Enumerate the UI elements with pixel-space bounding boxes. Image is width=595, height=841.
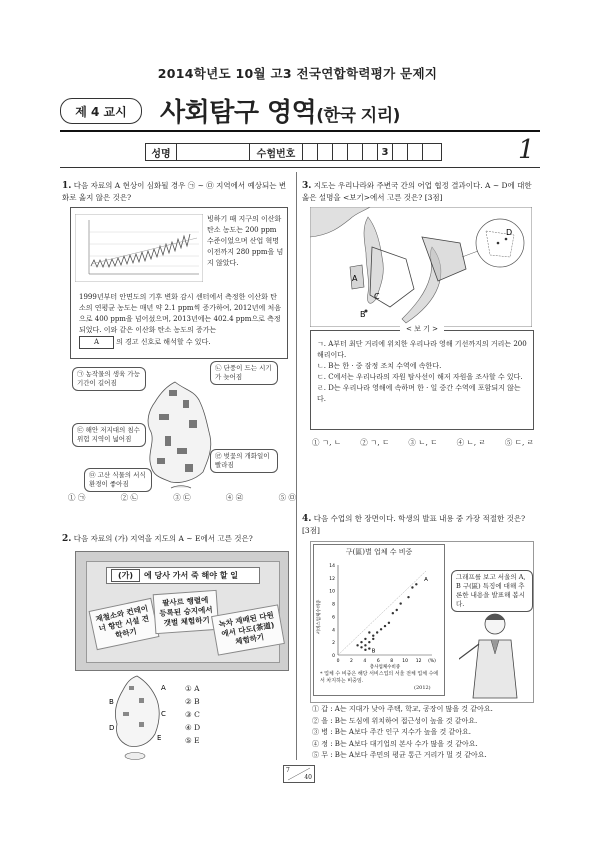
q3-map-label-c: C [374,292,380,301]
q1-side-text: 빙하기 때 지구의 이산화 탄소 농도는 200 ppm 수준이었으며 산업 혁명 이전까지 280 ppm을 넘지 않았다. [207,215,284,267]
exam-no-cell[interactable] [363,144,378,160]
q1-callout-4: ㉣ 벚꽃의 개화일이 빨라짐 [210,449,278,473]
y-tick-label: 10 [329,589,335,595]
q4-number: 4. [302,514,312,524]
q2-map-label-b: B [109,698,114,706]
exam-no-cell[interactable] [408,144,423,160]
x-tick-label: 10 [402,659,409,664]
scatter-point [372,635,374,637]
q1-blank-a: A [79,336,114,349]
q3-bogi-item-4: ㄹ. D는 우리나라 영해에 속하며 한 · 일 중간 수역에 포함되지 않는다. [317,384,521,403]
x-tick-label: 6 [376,659,380,664]
scatter-point [364,644,366,646]
page-number: 1 [518,135,535,165]
scatter-point [364,649,366,651]
q1-choice-5[interactable]: ⑤ ㉤ [278,493,296,502]
q4-scatter-chart [314,557,444,669]
q3-choice-4[interactable]: ④ ㄴ, ㄹ [456,438,486,447]
scatter-point [407,596,409,598]
scatter-point [392,612,394,614]
q2-choices [185,682,200,747]
q3-bogi-item-3: ㄷ. C에서는 우리나라의 자원 탐사선이 해저 자원을 조사할 수 있다. [317,373,523,381]
scatter-point [415,583,417,585]
q1-callout-1: ㉠ 농작물의 생육 가능 기간이 길어짐 [72,367,146,391]
page-counter-current: 7 [286,767,290,774]
q3-number: 3. [302,181,312,191]
q2-title-tag: (가) [111,569,140,582]
point-label-b: B [371,648,376,655]
q2-note-3: 녹차 재배된 다원에서 다도(茶道) 체험하기 [211,604,285,655]
y-tick-label: 6 [332,615,335,621]
q4-choice-3[interactable]: ③ 병 : B는 A보다 주간 인구 지수가 높을 것 같아요. [312,728,471,736]
q2-prompt [62,533,292,545]
scatter-point [368,631,370,633]
exam-no-digit: 3 [378,144,393,160]
q1-number: 1. [62,181,72,191]
q1-choice-3[interactable]: ③ ㉢ [173,493,191,502]
q2-board-title [106,567,260,584]
x-tick-label: 2 [349,659,353,664]
q1-choice-1[interactable]: ① ㉠ [68,493,86,502]
q2-note-1: 제철소와 컨테이너 항만 시설 견학하기 [89,598,160,650]
q4-choice-2[interactable]: ② 을 : B는 도심에 위치하여 접근성이 높을 것 같아요. [312,716,478,725]
exam-no-cell[interactable] [333,144,348,160]
scatter-point [360,646,362,648]
q2-choice-2[interactable]: ② B [185,697,200,706]
q1-choice-2[interactable]: ② ㉡ [120,493,139,502]
q3-choices [312,437,534,448]
q2-title-text: 에 당사 가서 죽 해야 할 일 [144,571,239,580]
q2-prompt-text: 다음 자료의 (가) 지역을 지도의 A ~ E에서 고른 것은? [73,534,253,543]
q2-choice-3[interactable]: ③ C [185,710,200,719]
q4-prompt-text: 다음 수업의 한 장면이다. 학생의 발표 내용 중 가장 적절한 것은? [3점] [302,514,526,535]
page-counter-total: 40 [304,774,312,781]
q1-body-end: 의 경고 신호로 해석할 수 있다. [116,338,211,346]
q3-choice-2[interactable]: ② ㄱ, ㄷ [360,438,390,447]
exam-no-label: 수험번호 [250,144,303,160]
q2-notice-board [75,551,289,671]
exam-no-cell[interactable] [318,144,333,160]
y-tick-label: 8 [332,602,335,608]
q3-bogi-item-1: ㄱ. A부터 최단 거리에 위치한 우리나라 영해 기선까지의 거리는 200해리이다. [317,340,527,359]
x-tick-label: 12 [415,659,422,664]
q4-prompt [302,513,534,537]
q4-chart-board [313,544,445,696]
scatter-point [388,622,390,624]
exam-header-title: 2014학년도 10월 고3 전국연합학력평가 문제지 [157,66,438,81]
q3-prompt-text: 지도는 우리나라와 주변국 간의 어업 협정 결과이다. A ~ D에 대한 옳은 설명을 <보기>에서 고른 것은? [3점] [302,181,532,202]
co2-concentration-graph [75,214,203,282]
q2-note-2: 팔사르 행렬에 등록된 승지에서 갯벌 체험하기 [153,590,220,634]
q1-body-text [79,292,283,349]
x-tick-label: (%) [428,659,436,664]
scatter-point [356,644,358,646]
x-axis-label: 총사업체수비중 [369,665,401,669]
q1-prompt [62,180,292,204]
scatter-point [364,638,366,640]
teacher-figure [459,610,529,700]
q3-bogi-box [310,325,534,430]
name-label: 성명 [146,144,177,160]
exam-no-cell[interactable] [423,144,437,160]
q3-map-label-a: A [352,274,358,283]
q4-chart-year: (2012) [414,685,431,691]
q1-choices [68,492,296,503]
exam-no-cell[interactable] [348,144,363,160]
q4-choice-5[interactable]: ⑤ 무 : B는 A보다 주민의 평균 통근 거리가 멀 것 같아요. [312,751,487,759]
diagonal-reference [338,571,426,655]
x-tick-label: 0 [336,659,340,664]
q1-prompt-text: 다음 자료의 A 현상이 심화될 경우 ㉠ ~ ㉤ 지역에서 예상되는 변화로 옳지 않은 것은? [62,181,287,202]
x-tick-label: 8 [390,659,394,664]
y-tick-label: 14 [329,564,335,569]
q2-map-label-e: E [157,734,162,742]
scatter-point [372,638,374,640]
q3-choice-5[interactable]: ⑤ ㄷ, ㄹ [504,438,534,447]
q1-data-box [70,207,288,359]
subject-main: 사회탐구 영역 [160,98,317,128]
scatter-point [411,586,413,588]
student-info-row [145,143,442,161]
q3-bogi-title: < 보 기 > [400,325,444,333]
q3-choice-1[interactable]: ① ㄱ, ㄴ [312,438,342,447]
q2-choice-1[interactable]: ① A [185,684,200,693]
scatter-point [380,628,382,630]
q3-prompt [302,180,534,204]
q2-choice-5[interactable]: ⑤ E [185,736,200,745]
q3-choice-3[interactable]: ③ ㄴ, ㄷ [408,438,438,447]
q1-choice-4[interactable]: ④ ㉣ [225,493,244,502]
q4-choices [312,704,538,762]
scatter-point [368,641,370,643]
scatter-point [376,631,378,633]
q4-classroom-scene [310,541,534,703]
q2-choice-4[interactable]: ④ D [185,723,201,732]
y-tick-label: 0 [332,654,335,659]
q2-map-label-d: D [109,724,115,732]
period-badge: 제 4 교시 [60,98,142,124]
scatter-point [368,647,370,649]
header-rule [60,167,540,168]
point-label-a: A [424,577,428,584]
page-counter [283,765,315,783]
scatter-point [360,641,362,643]
y-tick-label: 12 [329,576,335,582]
y-axis-label: 서비스업체수비중 [317,599,322,635]
scatter-point [396,609,398,611]
name-field[interactable] [177,144,250,160]
subject-sub: (한국 지리) [316,106,400,126]
q3-bogi-list [317,339,529,405]
q1-callout-5: ㉤ 고산 식물의 서식 환경이 좋아짐 [84,468,152,492]
subject-title [160,92,400,129]
q1-body: 1999년부터 안면도의 기후 변화 감시 센터에서 측정한 이산화 탄소의 연평균 농도는 매년 약 2.1 ppm씩 증가하여, 2012년에 처음으로 400 ppm을 넘어섰으며, 2013년에는 402.4 ppm으로 측정되었다. 이와 같은 이산화 탄소 농도의 증가는 [79,293,282,334]
q2-map-label-c: C [161,710,166,718]
y-tick-label: 4 [332,628,335,634]
q3-bogi-item-2: ㄴ. B는 한 · 중 잠정 조치 수역에 속한다. [317,362,442,370]
q4-chart-note: * 업체 수 비중은 해당 서비스업의 서울 전체 업체 수에서 차지하는 비중임. [320,671,439,684]
x-tick-label: 4 [363,659,367,664]
q1-callout-3: ㉢ 해안 저지대의 침수 위험 지역이 넓어짐 [72,423,146,447]
exam-no-cell[interactable] [393,144,408,160]
q2-map-label-a: A [161,684,166,692]
scatter-point [384,625,386,627]
q4-choice-1[interactable]: ① 갑 : A는 지대가 낮아 주택, 학교, 공장이 많을 것 같아요. [312,705,493,713]
q4-teacher-speech: 그래프를 보고 서울의 A, B 구(區) 특징에 대해 추론한 내용을 발표해 봅시다. [451,570,533,612]
scatter-point [399,602,401,604]
title-underline [60,130,540,132]
q4-choice-4[interactable]: ④ 정 : B는 A보다 대기업의 본사 수가 많을 것 같아요. [312,739,478,748]
q4-chart-title: 구(區)별 업체 수 비중 [345,548,413,556]
q3-fishery-map [310,207,532,327]
q3-map-label-b: B [360,310,366,319]
korea-map-q2 [95,672,177,762]
exam-no-cell[interactable] [303,144,318,160]
column-divider [296,172,297,760]
y-tick-label: 2 [332,641,335,647]
q2-number: 2. [62,534,72,544]
q1-callout-2: ㉡ 단풍이 드는 시기가 늦어짐 [210,361,278,385]
q3-map-label-d: D [506,228,513,237]
